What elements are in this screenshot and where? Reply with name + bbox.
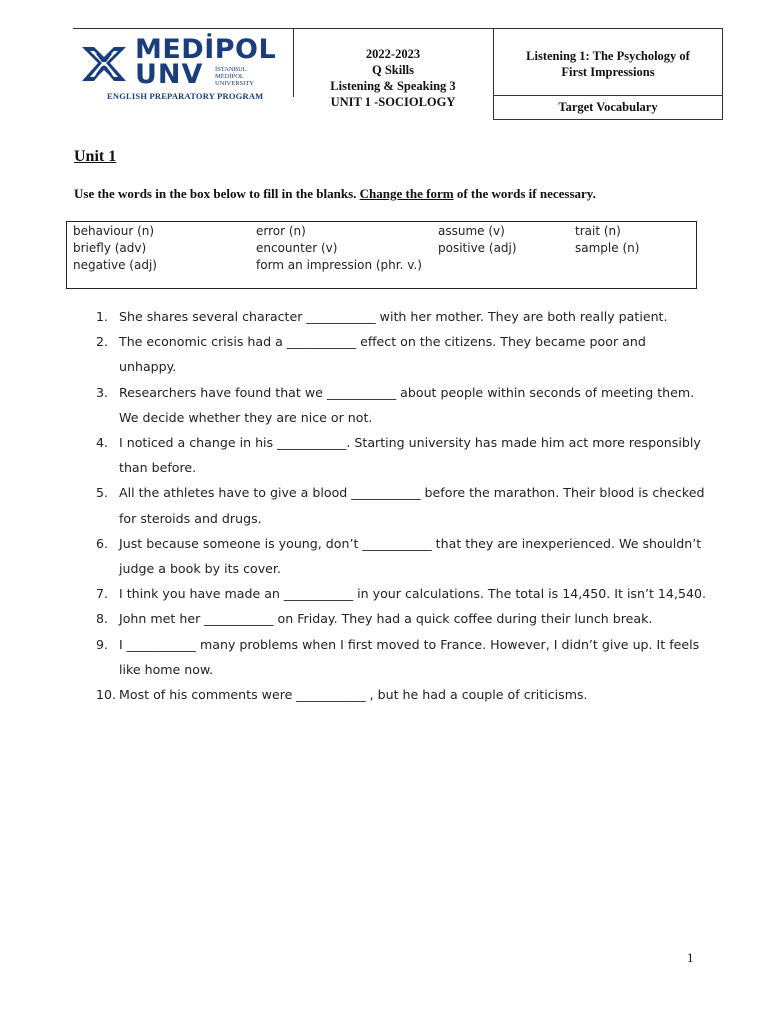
word-item: trait (n)	[575, 224, 621, 238]
document-header	[73, 28, 723, 120]
exercise-list	[96, 304, 706, 707]
logo-subtitle	[215, 66, 254, 87]
course-level: Listening & Speaking 3	[330, 79, 456, 93]
word-item: form an impression (phr. v.)	[256, 258, 422, 272]
exercise-item	[96, 480, 706, 530]
logo-brand-bottom: UNV	[135, 59, 204, 90]
page-number: 1	[687, 950, 694, 965]
item-number: 6.	[96, 535, 109, 551]
item-text: I ___________ many problems when I first moved to France. However, I didn’t give up. It feels like home now.	[119, 636, 700, 677]
item-number: 9.	[96, 636, 109, 652]
item-text: John met her ___________ on Friday. They had a quick coffee during their lunch break.	[119, 611, 653, 627]
lesson-title	[494, 29, 722, 96]
lesson-section: Target Vocabulary	[558, 100, 658, 114]
course-unit: UNIT 1 -SOCIOLOGY	[330, 95, 456, 109]
course-book: Q Skills	[371, 63, 415, 77]
item-text: She shares several character ___________ with her mother. They are both really patient.	[119, 309, 668, 324]
item-text: The economic crisis had a ___________ effect on the citizens. They became poor and unhappy.	[119, 334, 646, 375]
word-item: error (n)	[256, 224, 306, 238]
item-number: 2.	[96, 334, 109, 350]
word-item: encounter (v)	[256, 241, 338, 255]
lesson-info	[493, 28, 723, 120]
course-info	[293, 28, 493, 109]
word-item: assume (v)	[438, 224, 505, 238]
word-item: behaviour (n)	[73, 224, 155, 238]
logo-program: ENGLISH PREPARATORY PROGRAM	[107, 91, 264, 101]
medipol-logo-icon	[78, 41, 130, 87]
item-text: Just because someone is young, don’t ___________ that they are inexperienced. We shouldn’t judge a book by its cover.	[119, 535, 702, 577]
item-number: 4.	[96, 435, 109, 451]
exercise-item	[96, 430, 706, 480]
exercise-item	[96, 606, 706, 631]
item-text: Most of his comments were ___________ , but he had a couple of criticisms.	[119, 687, 588, 703]
item-text: I think you have made an ___________ in your calculations. The total is 14,450. It isn’t 14,540.	[119, 586, 706, 602]
lesson-title-line: Listening 1: The Psychology of	[526, 49, 690, 63]
logo-sub-line: UNIVERSITY	[215, 80, 254, 87]
exercise-item	[96, 329, 706, 379]
instructions-text-end: of the words if necessary.	[453, 186, 596, 201]
exercise-item	[96, 632, 706, 682]
word-box	[66, 221, 697, 289]
item-number: 3.	[96, 384, 109, 400]
word-item: negative (adj)	[73, 258, 157, 272]
item-text: Researchers have found that we ___________ about people within seconds of meeting them. We decide whether they are nice or not.	[119, 384, 695, 425]
exercise-item	[96, 380, 706, 430]
word-item: briefly (adv)	[73, 241, 147, 255]
word-item: sample (n)	[575, 241, 640, 255]
exercise-item	[96, 682, 706, 707]
instructions-emphasis: Change the form	[359, 186, 454, 201]
item-text: All the athletes have to give a blood ___________ before the marathon. Their blood is checked for steroids and drugs.	[119, 485, 705, 526]
item-number: 8.	[96, 611, 109, 627]
course-year: 2022-2023	[365, 47, 421, 61]
unit-title: Unit 1	[74, 148, 117, 165]
exercise-item	[96, 531, 706, 581]
exercise-item	[96, 304, 706, 329]
item-number: 5.	[96, 485, 109, 501]
item-number: 1.	[96, 309, 109, 324]
instructions-text: Use the words in the box below to fill in the blanks.	[74, 186, 360, 201]
item-number: 7.	[96, 586, 109, 602]
item-number: 10.	[96, 687, 117, 703]
word-item: positive (adj)	[438, 241, 517, 255]
lesson-title-line: First Impressions	[561, 65, 655, 79]
logo-sub-line: İSTANBUL	[215, 66, 247, 73]
logo-brand-top: MEDİPOL	[135, 34, 277, 65]
logo-cell	[73, 28, 294, 101]
instructions	[74, 186, 596, 202]
item-text: I noticed a change in his ___________. Starting university has made him act more responsibly than before.	[119, 435, 701, 476]
exercise-item	[96, 581, 706, 606]
logo-sub-line: MEDİPOL	[215, 73, 244, 80]
